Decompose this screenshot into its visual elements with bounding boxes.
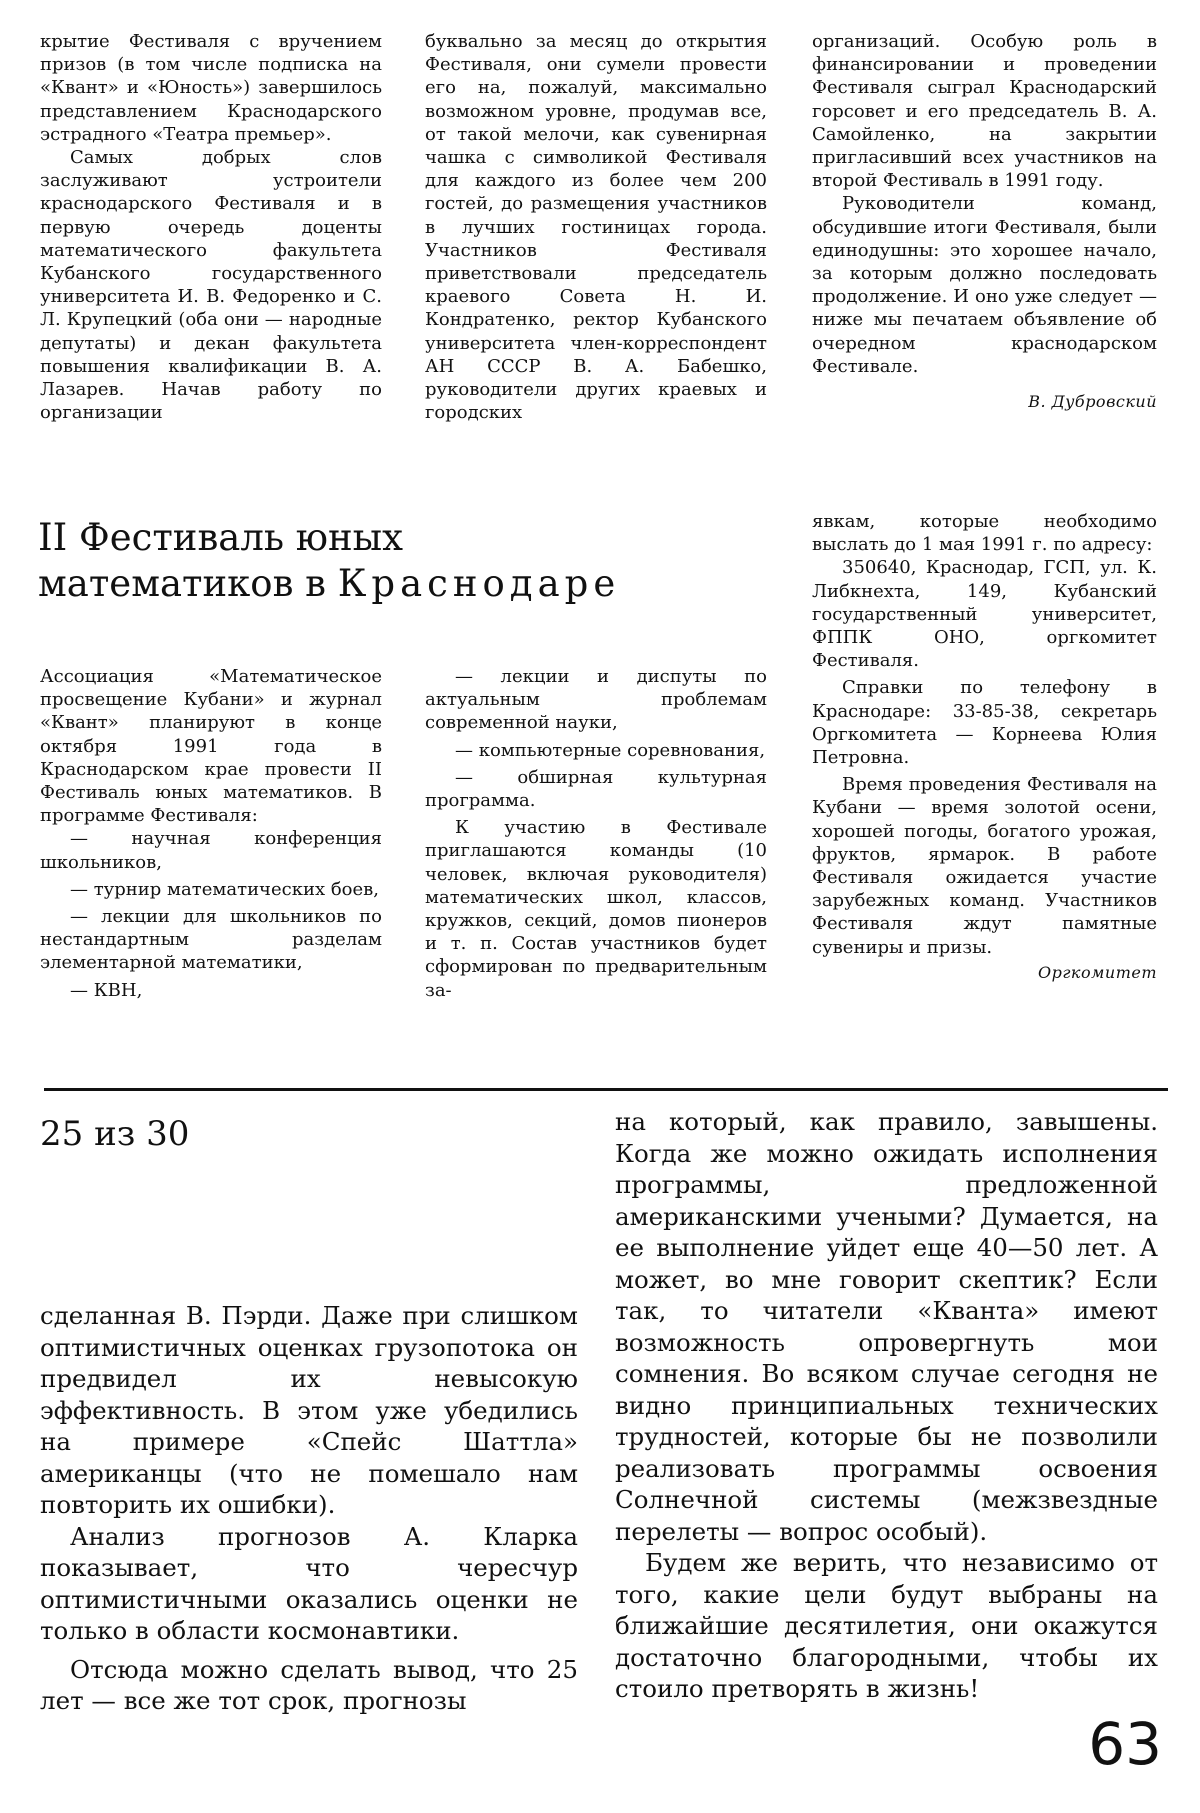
paragraph: Время проведения Фестиваля на Кубани — время золотой осени, хорошей погоды, богатого урожая, фруктов, ярмарок. В работе Фестиваля ожидается участие зарубежных команд. Участников Фестиваля ждут памятные сувениры и призы.: [812, 774, 1157, 958]
paragraph: К участию в Фестивале приглашаются команды (10 человек, включая руководителя) математических школ, классов, кружков, секций, домов пионеров и т. п. Состав участников будет сформирован по предварительным за-: [425, 817, 767, 1001]
list-item: — компьютерные соревнования,: [455, 739, 766, 761]
paragraph: Будем же верить, что независимо от того, какие цели будут выбраны на ближайшие десятилетия, они окажутся достаточно благородными, чтобы их стоило претворять в жизнь!: [615, 1548, 1158, 1703]
paragraph: явкам, которые необходимо выслать до 1 мая 1991 г. по адресу:: [812, 511, 1157, 556]
author-signature: В. Дубровский: [1028, 392, 1157, 412]
paragraph: Справки по телефону в Краснодаре: 33-85-38, секретарь Оргкомитета — Корнеева Юлия Петровна.: [812, 677, 1157, 769]
article-title-25-of-30: 25 из 30: [40, 1114, 190, 1154]
list-item: — научная конференция школьников,: [40, 828, 382, 873]
prev-article-column-3: [812, 30, 1157, 413]
paragraph: крытие Фестиваля с вручением призов (в том числе подписка на «Квант» и «Юность») завершилось представлением Краснодарского эстрадного «Театра премьер».: [40, 31, 382, 145]
festival-column-1: [40, 665, 382, 1002]
paragraph: сделанная В. Пэрди. Даже при слишком оптимистичных оценках грузопотока он предвидел их невысокую эффективность. В этом уже убедились на примере «Спейс Шаттла» американцы (что не помешало нам повторить их ошибки).: [40, 1301, 578, 1519]
prev-article-column-1: [40, 30, 382, 424]
article-column-2: [615, 1106, 1158, 1705]
title-line-1: II Фестиваль юных: [38, 516, 403, 559]
title-line-2: математиков в: [38, 562, 338, 605]
prev-article-column-2: [425, 30, 767, 424]
paragraph: буквально за месяц до открытия Фестиваля, они сумели провести его на, пожалуй, максимально возможном уровне, продумав все, от такой мелочи, как сувенирная чашка с символикой Фестиваля для каждого из более чем 200 гостей, до размещения участников в лучших гостиницах города. Участников Фестиваля приветствовали председатель краевого Совета Н. И. Кондратенко, ректор Кубанского университета член-корреспондент АН СССР В. А. Бабешко, руководители других краевых и городских: [425, 31, 767, 424]
page-number: 63: [1088, 1710, 1162, 1778]
festival-column-3: [812, 510, 1157, 984]
paragraph: Отсюда можно сделать вывод, что 25 лет — все же тот срок, прогнозы: [40, 1654, 578, 1715]
festival-column-2: [425, 665, 767, 1002]
list-item: — турнир математических боев,: [70, 878, 379, 900]
section-divider: [44, 1088, 1168, 1091]
author-signature: Оргкомитет: [1037, 962, 1157, 982]
paragraph: Ассоциация «Математическое просвещение Кубани» и журнал «Квант» планируют в конце октября 1991 года в Краснодарском крае провести II Фестиваль юных математиков. В программе Фестиваля:: [40, 666, 382, 827]
article-column-1: [40, 1300, 578, 1717]
paragraph: Руководители команд, обсудившие итоги Фестиваля, были единодушны: это хорошее начало, за которым должно последовать продолжение. И оно уже следует — ниже мы печатаем объявление об очередном краснодарском Фестивале.: [812, 193, 1157, 377]
list-item: — лекции и диспуты по актуальным проблемам современной науки,: [425, 666, 767, 734]
title-city: Краснодаре: [337, 562, 621, 605]
list-item: — обширная культурная программа.: [425, 766, 767, 812]
list-item: — лекции для школьников по нестандартным разделам элементарной математики,: [40, 906, 382, 974]
paragraph: Самых добрых слов заслуживают устроители краснодарского Фестиваля и в первую очередь доценты математического факультета Кубанского государственного университета И. В. Федоренко и С. Л. Крупецкий (оба они — народные депутаты) и декан факультета повышения квалификации В. А. Лазарев. Начав работу по организации: [40, 147, 382, 424]
paragraph: на который, как правило, завышены. Когда же можно ожидать исполнения программы, предложенной американскими учеными? Думается, на ее выполнение уйдет еще 40—50 лет. А может, во мне говорит скептик? Если так, то читатели «Кванта» имеют возможность опровергнуть мои сомнения. Во всяком случае сегодня не видно принципиальных технических трудностей, которые бы не позволили реализовать программы освоения Солнечной системы (межзвездные перелеты — вопрос особый).: [615, 1107, 1158, 1546]
list-item: — КВН,: [70, 979, 143, 1001]
address: 350640, Краснодар, ГСП, ул. К. Либкнехта, 149, Кубанский государственный университет, ФППК ОНО, оргкомитет Фестиваля.: [812, 557, 1157, 672]
article-title-festival: [38, 515, 620, 607]
paragraph: Анализ прогнозов А. Кларка показывает, что чересчур оптимистичными оказались оценки не только в области космонавтики.: [40, 1521, 578, 1645]
paragraph: организаций. Особую роль в финансировании и проведении Фестиваля сыграл Краснодарский горсовет и его председатель В. А. Самойленко, на закрытии пригласивший всех участников на второй Фестиваль в 1991 году.: [812, 31, 1157, 192]
